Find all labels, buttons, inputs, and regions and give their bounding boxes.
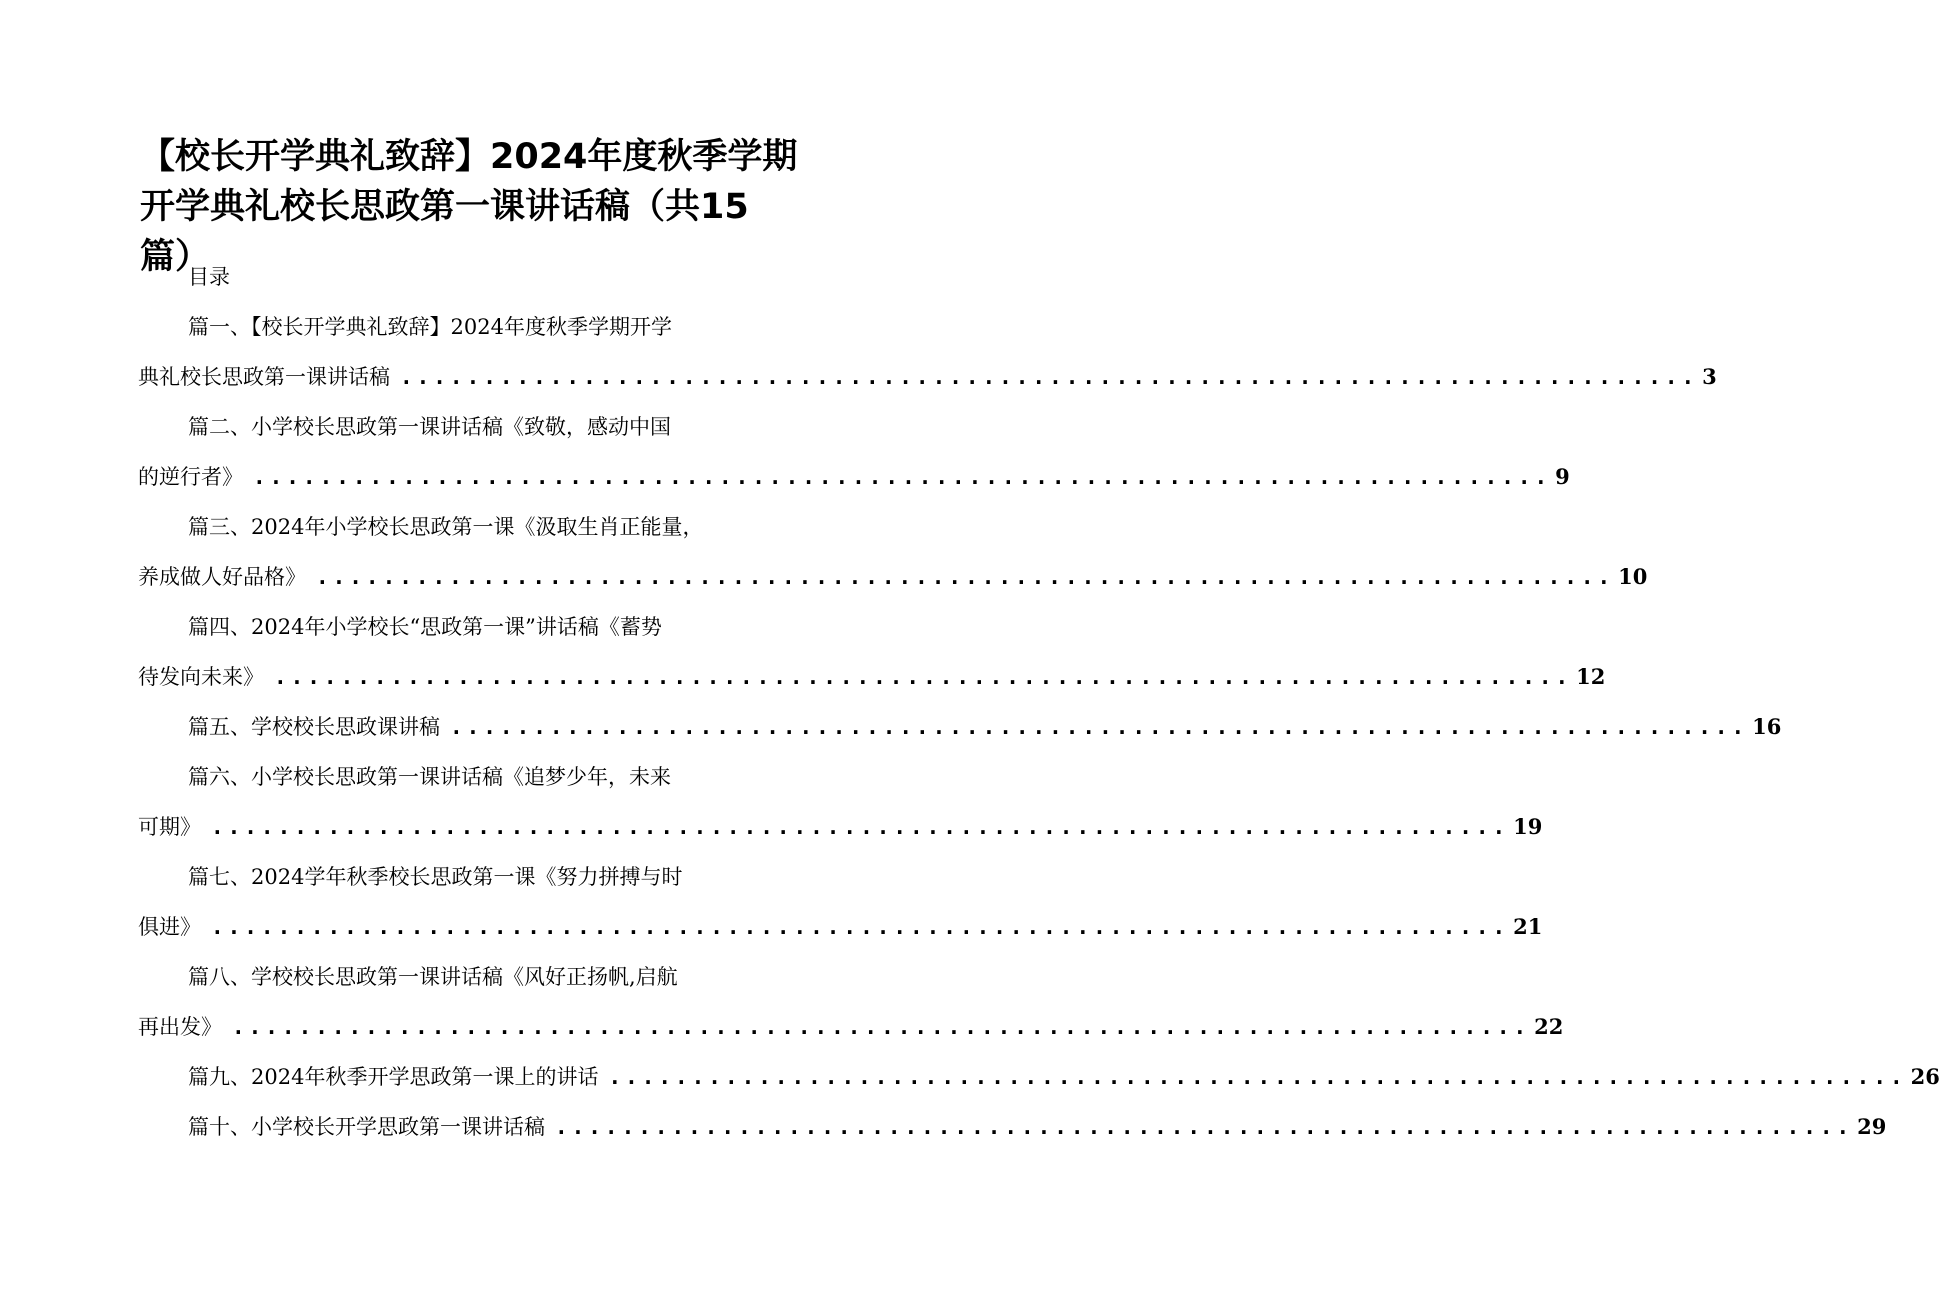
toc-entry-title-continued: 俱进》	[138, 915, 201, 939]
toc-page-number: 3	[1702, 364, 1717, 389]
toc-entry-title-continued: 可期》	[138, 815, 201, 839]
toc-entry-title: 篇四、2024年小学校长“思政第一课”讲话稿《蓄势	[188, 615, 662, 639]
toc-leader-dots: ..............................................................................	[555, 1115, 1854, 1139]
toc-entry[interactable]	[138, 512, 1648, 592]
toc-leader-dots: ..............................................................................	[253, 465, 1552, 489]
toc-entry-title: 篇五、学校校长思政课讲稿	[188, 715, 440, 739]
toc-entry[interactable]	[138, 712, 1782, 742]
toc-entry-title: 篇八、学校校长思政第一课讲话稿《风好正扬帆,启航	[188, 965, 678, 989]
toc-leader-dots: ..............................................................................	[400, 365, 1699, 389]
toc-leader-dots: ..............................................................................	[211, 915, 1510, 939]
toc-entry[interactable]	[138, 612, 1606, 692]
toc-entry[interactable]	[138, 1062, 1940, 1092]
toc-entry-title: 篇二、小学校长思政第一课讲话稿《致敬，感动中国	[188, 415, 671, 439]
toc-page-number: 10	[1618, 564, 1648, 589]
toc-page-number: 22	[1534, 1014, 1564, 1039]
toc-entry-title: 篇十、小学校长开学思政第一课讲话稿	[188, 1115, 545, 1139]
toc-entry[interactable]	[138, 962, 1564, 1042]
toc-entry[interactable]	[138, 862, 1543, 942]
toc-page-number: 26	[1910, 1064, 1940, 1089]
toc-page-number: 12	[1576, 664, 1606, 689]
toc-entry-title: 篇三、2024年小学校长思政第一课《汲取生肖正能量，	[188, 515, 704, 539]
toc-page-number: 19	[1513, 814, 1543, 839]
toc-entry[interactable]	[138, 312, 1717, 392]
toc-leader-dots: ..............................................................................	[232, 1015, 1531, 1039]
toc-leader-dots: ..............................................................................	[211, 815, 1510, 839]
toc-leader-dots: ..............................................................................	[608, 1065, 1907, 1089]
toc-entry[interactable]	[138, 1112, 1887, 1142]
toc-page-number: 9	[1555, 464, 1570, 489]
toc-entry-title-continued: 养成做人好品格》	[138, 565, 306, 589]
toc-entry-title-continued: 典礼校长思政第一课讲话稿	[138, 365, 390, 389]
toc-entry-title-continued: 待发向未来》	[138, 665, 264, 689]
toc-entry-title-continued: 的逆行者》	[138, 465, 243, 489]
table-of-contents	[138, 312, 1940, 1162]
toc-entry-title: 篇六、小学校长思政第一课讲话稿《追梦少年，未来	[188, 765, 671, 789]
toc-leader-dots: ..............................................................................	[450, 715, 1749, 739]
toc-page-number: 29	[1857, 1114, 1887, 1139]
toc-leader-dots: ..............................................................................	[316, 565, 1615, 589]
toc-entry[interactable]	[138, 762, 1543, 842]
document-title: 【校长开学典礼致辞】2024年度秋季学期开学典礼校长思政第一课讲话稿（共15篇）	[140, 137, 798, 277]
toc-page-number: 16	[1752, 714, 1782, 739]
toc-page-number: 21	[1513, 914, 1543, 939]
toc-heading: 目录	[188, 265, 230, 289]
toc-entry-title: 篇七、2024学年秋季校长思政第一课《努力拼搏与时	[188, 865, 683, 889]
toc-entry-title-continued: 再出发》	[138, 1015, 222, 1039]
toc-entry[interactable]	[138, 412, 1570, 492]
toc-entry-title: 篇一、【校长开学典礼致辞】2024年度秋季学期开学	[188, 315, 672, 339]
toc-leader-dots: ..............................................................................	[274, 665, 1573, 689]
toc-entry-title: 篇九、2024年秋季开学思政第一课上的讲话	[188, 1065, 599, 1089]
